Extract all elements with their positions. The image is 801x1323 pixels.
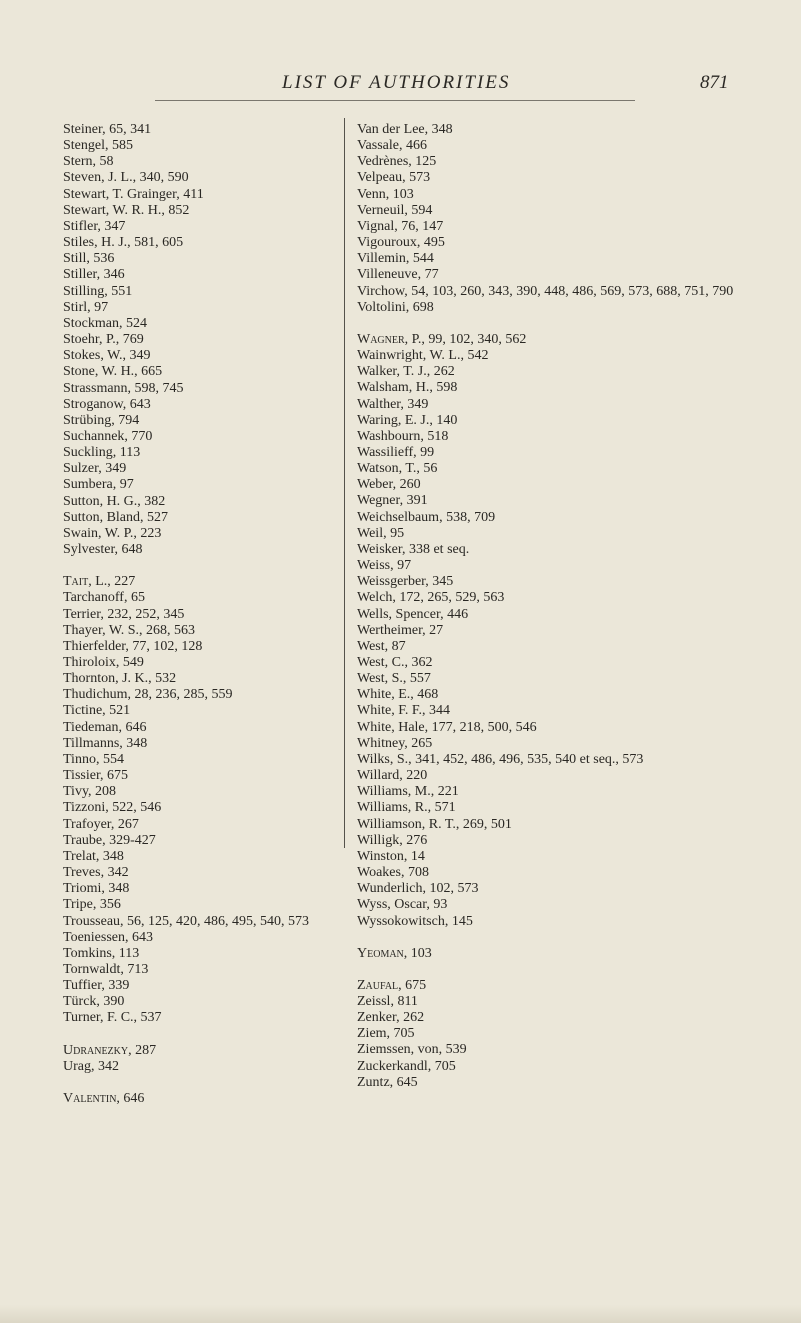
index-entry: Stifler, 347	[63, 218, 126, 234]
index-entry: Wunderlich, 102, 573	[357, 881, 479, 897]
index-letter-group	[357, 122, 787, 316]
index-entry: Willigk, 276	[357, 832, 428, 848]
index-entry: Tarchanoff, 65	[63, 590, 145, 606]
index-entry: Weil, 95	[357, 525, 405, 541]
index-entry: Wyss, Oscar, 93	[357, 897, 448, 913]
index-entry: Swain, W. P., 223	[63, 525, 162, 541]
index-entry: Suckling, 113	[63, 445, 141, 461]
index-entry: Wagner, P., 99, 102, 340, 562	[357, 331, 527, 347]
index-entry: Woakes, 708	[357, 865, 429, 881]
index-entry: Wainwright, W. L., 542	[357, 348, 489, 364]
index-entry: Udranezky, 287	[63, 1042, 157, 1058]
index-entry: Ziem, 705	[357, 1026, 415, 1042]
index-entry: Strassmann, 598, 745	[63, 380, 184, 396]
index-entry: West, 87	[357, 638, 406, 654]
index-entry: Walther, 349	[357, 396, 429, 412]
index-entry: Treves, 342	[63, 865, 129, 881]
page-title: LIST OF AUTHORITIES	[282, 72, 511, 93]
index-entry: Winston, 14	[357, 848, 425, 864]
index-entry: Weisker, 338 et seq.	[357, 541, 470, 557]
index-entry: Weber, 260	[357, 477, 421, 493]
index-entry: Wertheimer, 27	[357, 622, 444, 638]
index-entry: Waring, E. J., 140	[357, 412, 458, 428]
index-entry: Trafoyer, 267	[63, 816, 139, 832]
index-entry: Tomkins, 113	[63, 945, 140, 961]
index-entry: Willard, 220	[357, 768, 428, 784]
index-entry: Stroganow, 643	[63, 396, 151, 412]
index-entry: Yeoman, 103	[357, 945, 432, 961]
index-entry: Stengel, 585	[63, 138, 133, 154]
index-entry: Weiss, 97	[357, 558, 412, 574]
index-entry: West, C., 362	[357, 655, 433, 670]
index-entry: Thayer, W. S., 268, 563	[63, 622, 196, 638]
index-entry: Villemin, 544	[357, 251, 434, 267]
index-entry: Van der Lee, 348	[357, 122, 453, 137]
index-entry: Watson, T., 56	[357, 461, 438, 477]
index-entry: Strübing, 794	[63, 412, 140, 428]
index-entry: Vedrènes, 125	[357, 154, 437, 170]
index-entry: Villeneuve, 77	[357, 267, 439, 283]
index-entry: Stockman, 524	[63, 315, 147, 331]
index-entry: Zuckerkandl, 705	[357, 1058, 456, 1074]
index-entry: Thierfelder, 77, 102, 128	[63, 638, 203, 654]
index-entry: Tivy, 208	[63, 784, 117, 800]
index-entry: Suchannek, 770	[63, 428, 153, 444]
index-entry: Velpeau, 573	[357, 170, 431, 186]
index-entry: Trelat, 348	[63, 848, 124, 864]
index-letter-group	[63, 122, 341, 558]
column-divider	[344, 118, 345, 848]
index-entry: Triomi, 348	[63, 881, 130, 897]
index-entry: Turner, F. C., 537	[63, 1010, 162, 1026]
index-letter-group	[63, 1091, 341, 1107]
index-letter-group	[63, 574, 341, 1026]
index-entry: Stewart, W. R. H., 852	[63, 202, 190, 218]
header-rule	[155, 100, 635, 101]
index-letter-group	[357, 332, 787, 930]
index-entry: Williams, M., 221	[357, 784, 459, 800]
index-entry: Urag, 342	[63, 1058, 119, 1074]
index-entry: Tuffier, 339	[63, 978, 130, 994]
index-entry: Türck, 390	[63, 994, 125, 1010]
index-entry: Wyssokowitsch, 145	[357, 913, 473, 929]
index-entry: Venn, 103	[357, 186, 414, 202]
index-entry: Still, 536	[63, 251, 115, 267]
index-entry: Stirl, 97	[63, 299, 109, 315]
index-entry: Williams, R., 571	[357, 800, 456, 816]
index-entry: West, S., 557	[357, 671, 431, 687]
index-entry: Sulzer, 349	[63, 461, 127, 477]
index-column-right	[357, 122, 787, 1091]
index-entry: Stokes, W., 349	[63, 348, 151, 364]
index-entry: Stoehr, P., 769	[63, 332, 144, 348]
index-entry: Welch, 172, 265, 529, 563	[357, 590, 505, 606]
index-entry: Walker, T. J., 262	[357, 364, 455, 380]
index-entry: Tinno, 554	[63, 751, 124, 767]
index-entry: Valentin, 646	[63, 1090, 145, 1106]
index-entry: Weichselbaum, 538, 709	[357, 509, 496, 525]
index-letter-group	[357, 946, 787, 962]
index-entry: Wegner, 391	[357, 493, 428, 509]
index-entry: Wilks, S., 341, 452, 486, 496, 535, 540 et seq., 573	[357, 751, 644, 767]
running-head	[0, 72, 801, 108]
index-letter-group	[63, 1043, 341, 1075]
index-entry: Walsham, H., 598	[357, 380, 458, 396]
index-entry: Tillmanns, 348	[63, 735, 148, 751]
index-column-left	[63, 122, 341, 1107]
index-entry: Wassilieff, 99	[357, 444, 435, 460]
index-entry: Toeniessen, 643	[63, 929, 154, 945]
page-bottom-edge	[0, 1305, 801, 1323]
index-entry: Stiller, 346	[63, 267, 125, 283]
index-entry: Zenker, 262	[357, 1010, 425, 1026]
index-entry: Wells, Spencer, 446	[357, 606, 469, 622]
index-entry: Steiner, 65, 341	[63, 122, 152, 137]
index-entry: Tiedeman, 646	[63, 719, 147, 735]
index-entry: Weissgerber, 345	[357, 574, 454, 590]
index-entry: Thiroloix, 549	[63, 655, 144, 670]
index-entry: Tripe, 356	[63, 897, 121, 913]
index-entry: Vassale, 466	[357, 138, 427, 154]
index-entry: Steven, J. L., 340, 590	[63, 170, 189, 186]
index-entry: Sutton, Bland, 527	[63, 509, 169, 525]
index-entry: Vigouroux, 495	[357, 235, 445, 251]
index-entry: Zeissl, 811	[357, 993, 418, 1009]
index-entry: Vignal, 76, 147	[357, 218, 444, 234]
index-entry: Whitney, 265	[357, 735, 433, 751]
index-entry: Sylvester, 648	[63, 542, 143, 558]
page-number: 871	[700, 72, 729, 93]
index-entry: Tizzoni, 522, 546	[63, 800, 162, 816]
index-entry: Stilling, 551	[63, 283, 133, 299]
index-entry: Stiles, H. J., 581, 605	[63, 235, 184, 251]
index-entry: White, Hale, 177, 218, 500, 546	[357, 719, 537, 735]
index-entry: Zuntz, 645	[357, 1074, 418, 1090]
index-entry: Ziemssen, von, 539	[357, 1042, 467, 1058]
index-entry: Voltolini, 698	[357, 299, 434, 315]
index-entry: Virchow, 54, 103, 260, 343, 390, 448, 486, 569, 573, 688, 751, 790	[357, 283, 734, 299]
index-entry: Thudichum, 28, 236, 285, 559	[63, 687, 233, 703]
index-entry: Trousseau, 56, 125, 420, 486, 495, 540, 573	[63, 913, 310, 929]
index-entry: White, F. F., 344	[357, 703, 451, 719]
index-entry: Washbourn, 518	[357, 428, 449, 444]
index-entry: Stone, W. H., 665	[63, 364, 163, 380]
index-entry: Williamson, R. T., 269, 501	[357, 816, 512, 832]
index-entry: Stewart, T. Grainger, 411	[63, 186, 204, 202]
index-entry: Stern, 58	[63, 154, 114, 170]
index-entry: Tornwaldt, 713	[63, 961, 149, 977]
index-entry: Sumbera, 97	[63, 477, 134, 493]
index-entry: Sutton, H. G., 382	[63, 493, 166, 509]
index-entry: Tictine, 521	[63, 703, 131, 719]
index-entry: Tait, L., 227	[63, 574, 136, 590]
index-letter-group	[357, 978, 787, 1091]
index-entry: Verneuil, 594	[357, 202, 433, 218]
index-entry: Terrier, 232, 252, 345	[63, 606, 185, 622]
index-entry: Zaufal, 675	[357, 977, 427, 993]
index-entry: Thornton, J. K., 532	[63, 671, 177, 687]
index-entry: Tissier, 675	[63, 768, 129, 784]
index-entry: White, E., 468	[357, 687, 439, 703]
index-entry: Traube, 329-427	[63, 832, 156, 848]
